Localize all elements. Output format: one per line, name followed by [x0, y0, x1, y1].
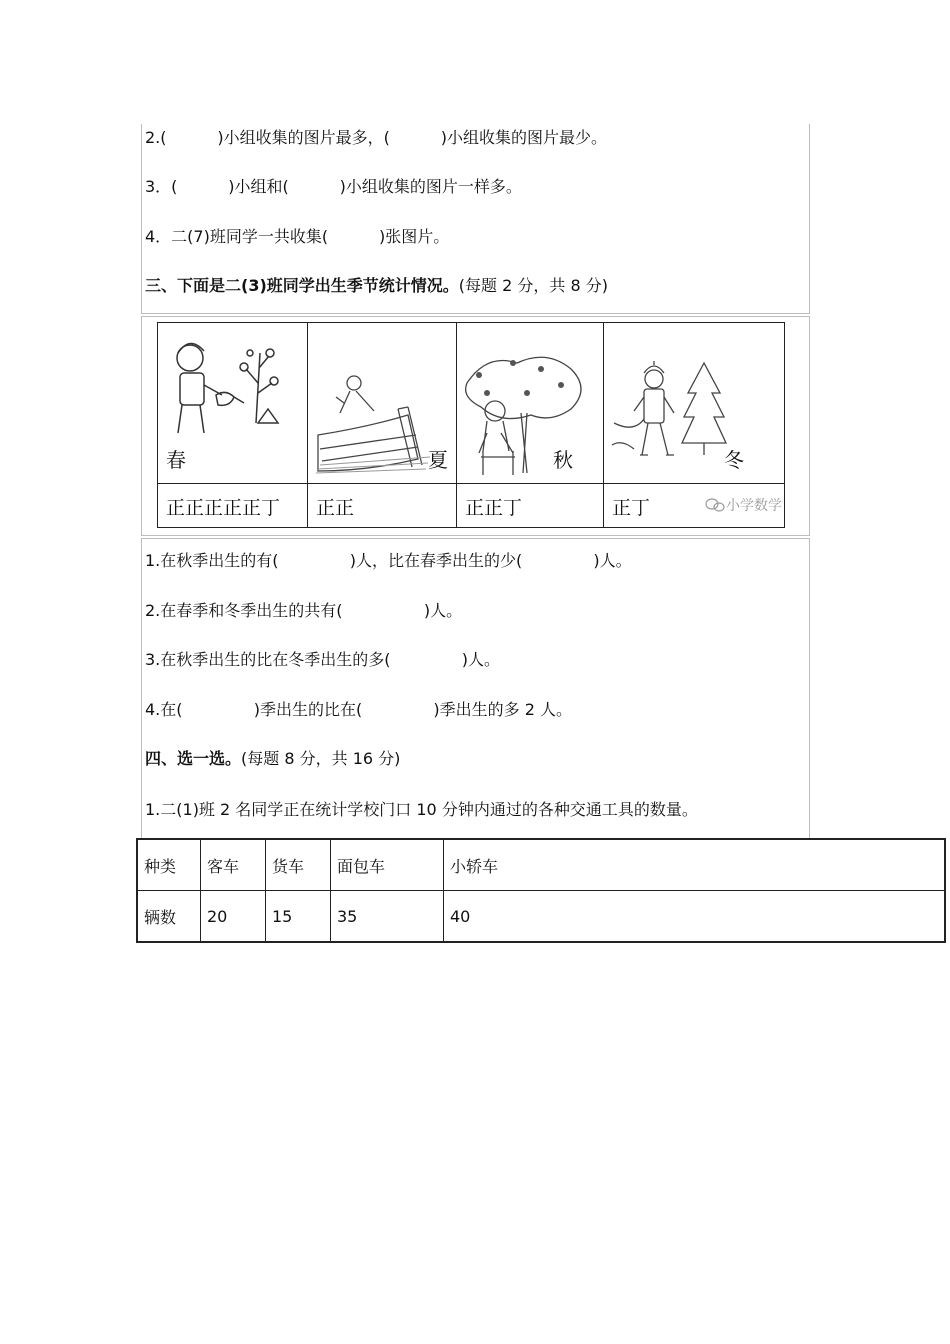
season-picture-row	[158, 323, 784, 484]
tally-autumn: 正正丁	[465, 497, 523, 519]
table-cell: 40	[444, 891, 946, 943]
section-4-score-note: (每题 8 分，共 16 分)	[241, 749, 401, 768]
question-3-4: 4.在( )季出生的比在( )季出生的多 2 人。	[145, 700, 572, 719]
tally-winter: 正丁	[612, 497, 651, 519]
table-header-cell: 货车	[266, 839, 331, 891]
table-header-cell: 客车	[201, 839, 266, 891]
season-tally-table	[157, 322, 785, 528]
season-label-summer: 夏	[428, 448, 448, 472]
table-cell: 15	[266, 891, 331, 943]
season-tally-row	[158, 483, 784, 527]
question-3-3: 3.在秋季出生的比在冬季出生的多( )人。	[145, 650, 500, 669]
question-2-4: 4．二(7)班同学一共收集( )张图片。	[145, 227, 450, 246]
tally-spring: 正正正正正丁	[166, 497, 281, 519]
section-3-heading	[145, 276, 608, 296]
season-label-spring: 春	[166, 448, 186, 472]
watermark	[704, 495, 782, 515]
question-2-2: 2.( )小组收集的图片最多，( )小组收集的图片最少。	[145, 128, 607, 147]
child-in-snow-illustration	[604, 323, 784, 483]
wechat-icon	[704, 498, 726, 512]
tally-cell-summer	[308, 483, 457, 527]
table-header-cell: 种类	[137, 839, 201, 891]
section-3-score-note: (每题 2 分，共 8 分)	[458, 276, 608, 295]
season-label-winter: 冬	[724, 448, 744, 472]
child-picking-fruit-illustration	[457, 323, 604, 483]
season-label-autumn: 秋	[553, 448, 573, 472]
section-4-heading	[145, 749, 400, 769]
section-3-title: 三、下面是二(3)班同学出生季节统计情况。	[145, 276, 459, 295]
tally-cell-winter	[604, 483, 784, 527]
tally-cell-spring	[158, 483, 308, 527]
question-frame-bottom	[141, 538, 810, 839]
question-3-2: 2.在春季和冬季出生的共有( )人。	[145, 601, 463, 620]
tally-cell-autumn	[457, 483, 604, 527]
table-cell: 20	[201, 891, 266, 943]
table-row	[137, 891, 945, 943]
spring-cell	[158, 323, 308, 483]
tally-summer: 正正	[316, 497, 355, 519]
table-cell: 辆数	[137, 891, 201, 943]
table-header-cell: 面包车	[331, 839, 444, 891]
question-2-3: 3．( )小组和( )小组收集的图片一样多。	[145, 177, 522, 196]
question-3-1: 1.在秋季出生的有( )人，比在春季出生的少( )人。	[145, 551, 632, 570]
question-4-1: 1.二(1)班 2 名同学正在统计学校门口 10 分钟内通过的各种交通工具的数量。	[145, 800, 698, 819]
summer-cell	[308, 323, 457, 483]
winter-cell	[604, 323, 784, 483]
vehicle-count-table	[136, 838, 946, 943]
watermark-text: 小学数学	[726, 498, 782, 514]
table-row	[137, 839, 945, 891]
section-4-title: 四、选一选。	[145, 749, 242, 768]
table-cell: 35	[331, 891, 444, 943]
autumn-cell	[457, 323, 604, 483]
table-header-cell: 小轿车	[444, 839, 946, 891]
